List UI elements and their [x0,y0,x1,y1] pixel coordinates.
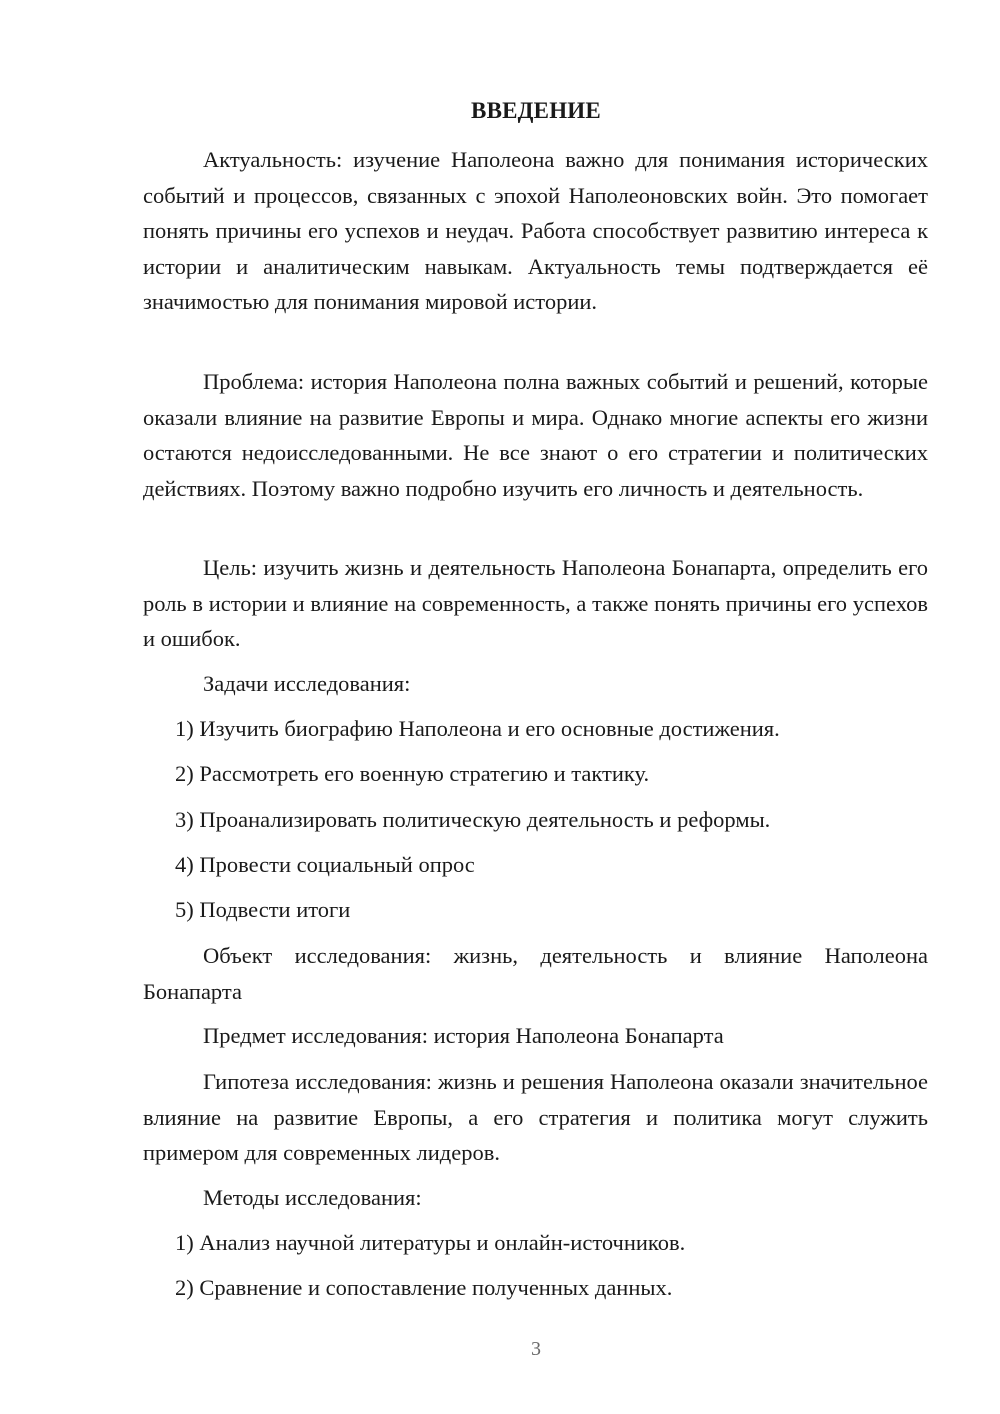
task-item: 1) Изучить биографию Наполеона и его основные достижения. [175,716,780,741]
section-heading: ВВЕДЕНИЕ [471,98,601,123]
method-item: 1) Анализ научной литературы и онлайн-источников. [175,1230,686,1255]
task-item: 3) Проанализировать политическую деятельность и реформы. [175,807,771,832]
paragraph-relevance: Актуальность: изучение Наполеона важно для понимания исторических событий и процессов, связанных с эпохой Наполеоновских войн. Это помогает понять причины его успехов и неудач. Работа способствует развитию интереса к истории и аналитическим навыкам. Актуальность темы подтверждается её значимостью для понимания мировой истории. [143,147,928,314]
paragraph-hypothesis: Гипотеза исследования: жизнь и решения Наполеона оказали значительное влияние на развитие Европы, а его стратегия и политика могут служить примером для современных лидеров. [143,1069,928,1165]
paragraph-subject: Предмет исследования: история Наполеона Бонапарта [203,1023,724,1048]
method-item: 2) Сравнение и сопоставление полученных данных. [175,1275,673,1300]
paragraph-problem: Проблема: история Наполеона полна важных событий и решений, которые оказали влияние на развитие Европы и мира. Однако многие аспекты его жизни остаются недоисследованными. Не все знают о его стратегии и политических действиях. Поэтому важно подробно изучить его личность и деятельность. [143,369,928,501]
tasks-title: Задачи исследования: [203,671,411,696]
paragraph-goal: Цель: изучить жизнь и деятельность Наполеона Бонапарта, определить его роль в истории и влияние на современность, а также понять причины его успехов и ошибок. [143,555,928,651]
page-number: 3 [531,1338,541,1360]
methods-title: Методы исследования: [203,1185,422,1210]
task-item: 5) Подвести итоги [175,897,351,922]
paragraph-object: Объект исследования: жизнь, деятельность и влияние Наполеона Бонапарта [143,943,928,1004]
task-item: 4) Провести социальный опрос [175,852,475,877]
task-item: 2) Рассмотреть его военную стратегию и тактику. [175,761,650,786]
